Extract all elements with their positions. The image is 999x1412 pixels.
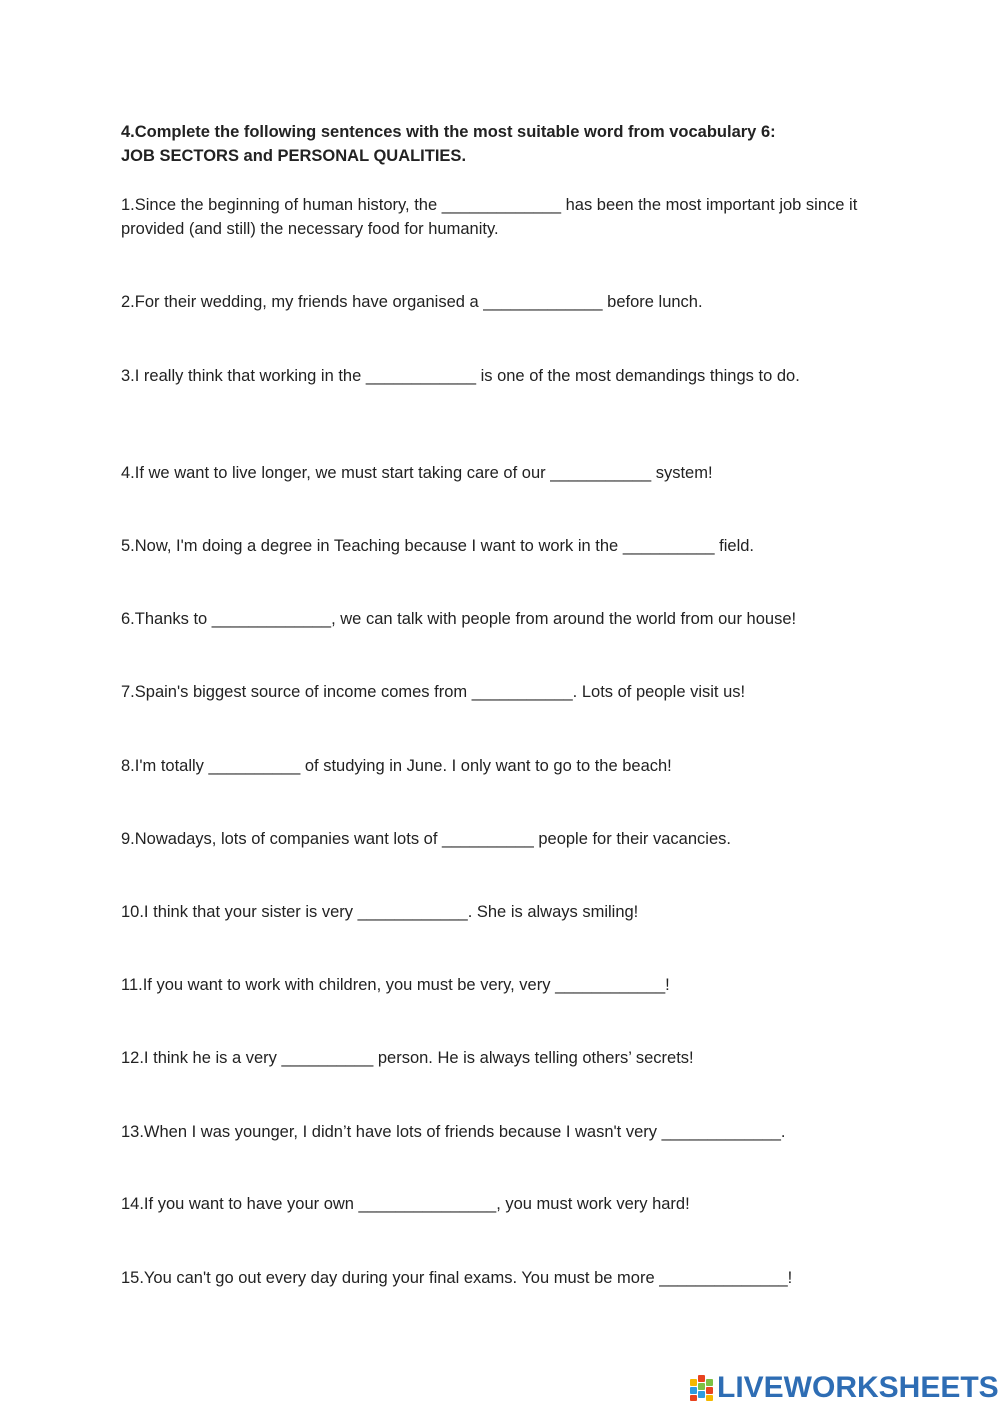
title-line-1: 4.Complete the following sentences with the most suitable word from vocabulary 6:: [121, 123, 776, 141]
question-13: 13.When I was younger, I didn’t have lots of friends because I wasn't very _____________.: [121, 1123, 786, 1141]
question-7: 7.Spain's biggest source of income comes from ___________. Lots of people visit us!: [121, 683, 746, 701]
question-9: 9.Nowadays, lots of companies want lots of __________ people for their vacancies.: [121, 830, 731, 848]
question-3: 3.I really think that working in the ____________ is one of the most demandings things to do.: [121, 367, 800, 385]
liveworksheets-logo-icon: [690, 1375, 714, 1401]
question-11: 11.If you want to work with children, you must be very, very ____________!: [121, 976, 670, 994]
title-line-2: JOB SECTORS and PERSONAL QUALITIES.: [121, 147, 467, 165]
question-5: 5.Now, I'm doing a degree in Teaching because I want to work in the __________ field.: [121, 537, 755, 555]
question-8: 8.I'm totally __________ of studying in June. I only want to go to the beach!: [121, 757, 672, 775]
liveworksheets-logo: [690, 1372, 999, 1404]
question-12: 12.I think he is a very __________ person. He is always telling others’ secrets!: [121, 1049, 694, 1067]
question-1: 1.Since the beginning of human history, the _____________ has been the most important job since it provided (and still) the necessary food for humanity.: [121, 196, 858, 238]
liveworksheets-logo-text: LIVEWORKSHEETS: [717, 1371, 999, 1404]
question-15: 15.You can't go out every day during your final exams. You must be more ______________!: [121, 1269, 793, 1287]
question-14: 14.If you want to have your own _______________, you must work very hard!: [121, 1195, 690, 1213]
question-10: 10.I think that your sister is very ____________. She is always smiling!: [121, 903, 639, 921]
question-6: 6.Thanks to _____________, we can talk with people from around the world from our house!: [121, 610, 797, 628]
exercise-title: [121, 120, 881, 168]
question-2: 2.For their wedding, my friends have organised a _____________ before lunch.: [121, 293, 703, 311]
question-4: 4.If we want to live longer, we must start taking care of our ___________ system!: [121, 464, 713, 482]
